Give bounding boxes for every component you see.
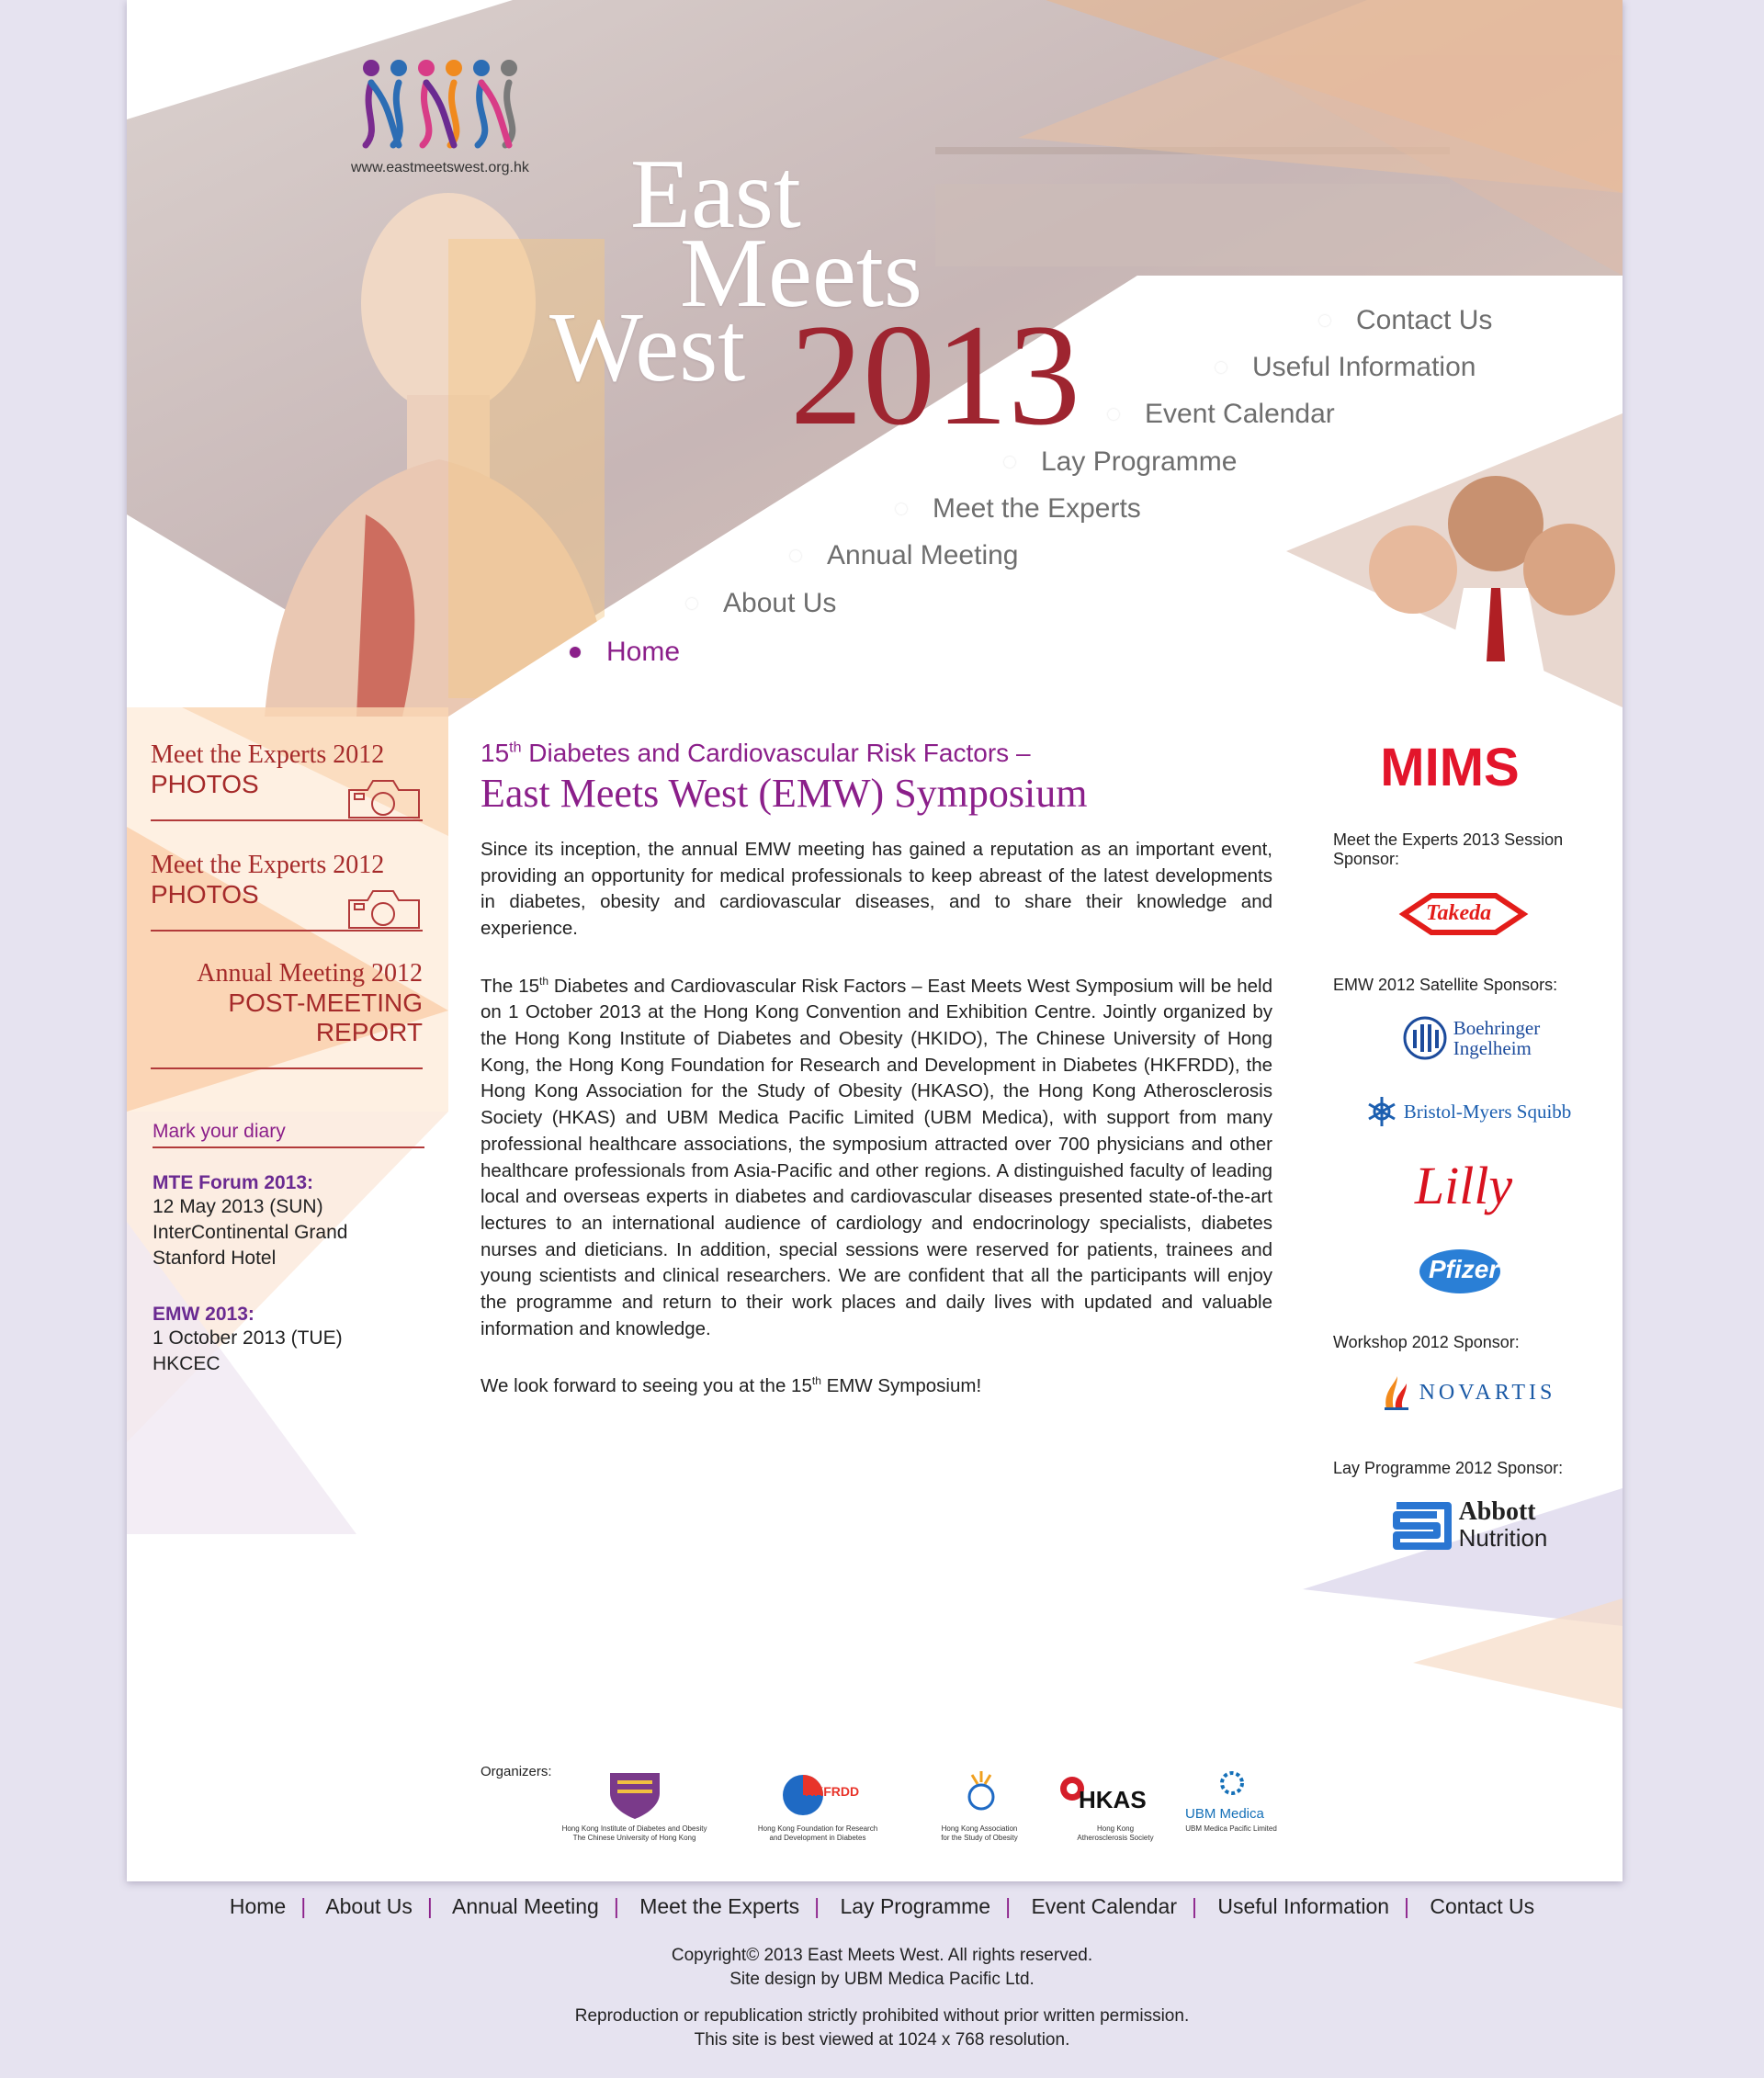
bms-text: Bristol-Myers Squibb bbox=[1403, 1100, 1572, 1123]
event-line: 1 October 2013 (TUE) bbox=[153, 1327, 343, 1349]
novartis-text: NOVARTIS bbox=[1419, 1380, 1556, 1405]
abbott-text-2: Nutrition bbox=[1458, 1524, 1548, 1552]
nav-dot-icon bbox=[1319, 315, 1330, 326]
organizers-label: Organizers: bbox=[481, 1764, 552, 1779]
bms-icon bbox=[1365, 1095, 1398, 1128]
separator: | bbox=[1005, 1894, 1012, 1918]
org-caption: Hong Kong Atherosclerosis Society bbox=[1077, 1824, 1154, 1842]
nav-contact-us[interactable] bbox=[1319, 305, 1492, 336]
intro-paragraph: Since its inception, the annual EMW meeting has gained a reputation as an important event, providing an opportunity for medical professionals to keep abreast of the latest developments in diabetes, obesity and cardiovascular diseases, and to share their knowledge and experience. bbox=[481, 839, 1272, 940]
event-line: 12 May 2013 (SUN) bbox=[153, 1196, 323, 1217]
event-title: EMW 2013: bbox=[153, 1304, 254, 1325]
promo-title: Meet the Experts 2012 bbox=[151, 851, 385, 879]
hkfrdd-text: HKFRDD bbox=[805, 1784, 860, 1799]
footer-design: Site design by UBM Medica Pacific Ltd. bbox=[729, 1970, 1035, 1989]
nav-meet-the-experts[interactable] bbox=[896, 493, 1141, 525]
promo-annual-meeting-report[interactable] bbox=[151, 959, 423, 1069]
main-subheading: East Meets West (EMW) Symposium bbox=[481, 771, 1088, 816]
footer-link-useful-information[interactable]: Useful Information bbox=[1217, 1894, 1390, 1918]
novartis-logo[interactable] bbox=[1367, 1372, 1569, 1413]
ubm-text: UBM Medica bbox=[1185, 1806, 1264, 1822]
pfizer-logo[interactable] bbox=[1416, 1246, 1504, 1297]
pfizer-text: Pfizer bbox=[1429, 1255, 1499, 1283]
main-content bbox=[481, 739, 1272, 1400]
nav-label: Meet the Experts bbox=[933, 493, 1141, 524]
nav-label: Annual Meeting bbox=[827, 540, 1019, 570]
footer-link-contact-us[interactable]: Contact Us bbox=[1430, 1894, 1535, 1918]
footer-link-lay-programme[interactable]: Lay Programme bbox=[840, 1894, 991, 1918]
abbott-icon bbox=[1393, 1500, 1452, 1550]
page-container bbox=[127, 0, 1623, 1881]
mte-sponsor-label: Meet the Experts 2013 Session Sponsor: bbox=[1333, 830, 1564, 868]
nav-label: Home bbox=[606, 637, 681, 667]
org-caption: Hong Kong Association for the Study of Obesity bbox=[941, 1824, 1018, 1842]
camera-icon bbox=[345, 775, 423, 819]
footer-link-about-us[interactable]: About Us bbox=[325, 1894, 413, 1918]
nav-dot-icon bbox=[896, 503, 907, 514]
separator: | bbox=[814, 1894, 820, 1918]
ubm-icon bbox=[1218, 1769, 1246, 1797]
workshop-sponsor-label: Workshop 2012 Sponsor: bbox=[1333, 1333, 1520, 1351]
promo-mte-photos-1[interactable] bbox=[151, 740, 423, 821]
footer-copyright: Copyright© 2013 East Meets West. All rights reserved. bbox=[671, 1946, 1093, 1965]
promo-subtitle: POST-MEETING bbox=[228, 988, 423, 1017]
details-paragraph: The 15th Diabetes and Cardiovascular Risk Factors – East Meets West Symposium will be held on 1 October 2013 at the Hong Kong Convention and Exhibition Centre. Jointly organized by the Hong Kong Institute of Diabetes and Obesity (HKIDO), The Chinese University of Hong Kong, the Hong Kong Foundation for Research and Development in Diabetes (HKFRDD), the Hong Kong Association for the Study of Obesity (HKASO), the Hong Kong Atherosclerosis Society (HKAS) and UBM Medica Pacific Limited (UBM Medica), with support from many professional healthcare associations, the symposium attracted over 700 physicians and other healthcare professionals from Asia-Pacific and other regions. A distinguished faculty of leading local and overseas experts in diabetes and cardiovascular diseases presented state-of-the-art lectures to an international audience of cardiology and endocrinology specialists, diabetes nurses and dieticians. In addition, special sessions were reserved for patients, trainees and young scientists and clinical researchers. We are confident that all the participants will enjoy the programme and return to their work places and daily lives with updated and valuable information and knowledge. bbox=[481, 974, 1272, 1339]
footer-notice-block bbox=[0, 2005, 1764, 2052]
lilly-logo[interactable]: Lilly bbox=[1414, 1155, 1513, 1215]
nav-event-calendar[interactable] bbox=[1108, 399, 1335, 430]
abbott-text-1: Abbott bbox=[1458, 1497, 1536, 1526]
footer-link-meet-the-experts[interactable]: Meet the Experts bbox=[639, 1894, 800, 1918]
logo-url: www.eastmeetswest.org.hk bbox=[351, 160, 529, 175]
separator: | bbox=[1192, 1894, 1197, 1918]
nav-label: Event Calendar bbox=[1145, 399, 1335, 429]
diary-heading: Mark your diary bbox=[153, 1121, 424, 1148]
footer-link-annual-meeting[interactable]: Annual Meeting bbox=[452, 1894, 599, 1918]
promo-title: Annual Meeting 2012 bbox=[197, 959, 423, 988]
org-caption: UBM Medica Pacific Limited bbox=[1185, 1824, 1277, 1833]
boehringer-logo[interactable] bbox=[1384, 1011, 1558, 1066]
boehringer-icon bbox=[1402, 1015, 1448, 1061]
nav-label: Useful Information bbox=[1252, 352, 1476, 382]
separator: | bbox=[1404, 1894, 1410, 1918]
boehringer-text-2: Ingelheim bbox=[1453, 1037, 1532, 1059]
separator: | bbox=[426, 1894, 433, 1918]
separator: | bbox=[300, 1894, 307, 1918]
title-year: 2013 bbox=[790, 295, 1080, 456]
diary-event-mte bbox=[153, 1172, 428, 1271]
takeda-text: Takeda bbox=[1426, 901, 1492, 925]
nav-useful-information[interactable] bbox=[1216, 352, 1476, 383]
promo-subtitle: REPORT bbox=[315, 1018, 423, 1046]
org-caption: Hong Kong Institute of Diabetes and Obesity The Chinese University of Hong Kong bbox=[561, 1824, 707, 1842]
separator: | bbox=[613, 1894, 619, 1918]
nav-dot-icon bbox=[790, 550, 801, 561]
nav-label: About Us bbox=[723, 588, 837, 618]
event-line: HKCEC bbox=[153, 1353, 220, 1374]
nav-home[interactable] bbox=[570, 637, 680, 668]
promo-title: Meet the Experts 2012 bbox=[151, 740, 385, 769]
nav-label: Lay Programme bbox=[1041, 446, 1238, 477]
nav-lay-programme[interactable] bbox=[1004, 446, 1237, 478]
satellite-sponsor-label: EMW 2012 Satellite Sponsors: bbox=[1333, 976, 1558, 994]
diary-event-emw bbox=[153, 1304, 428, 1377]
emw-logo-icon[interactable] bbox=[353, 55, 544, 151]
title-east: East bbox=[630, 140, 801, 249]
closing-paragraph: We look forward to seeing you at the 15th EMW Symposium! bbox=[481, 1374, 982, 1397]
footer-resolution: This site is best viewed at 1024 x 768 resolution. bbox=[694, 2030, 1070, 2050]
event-line: InterContinental Grand bbox=[153, 1222, 348, 1243]
footer-copyright-block bbox=[0, 1944, 1764, 1992]
nav-annual-meeting[interactable] bbox=[790, 540, 1018, 571]
hkas-text: HKAS bbox=[1079, 1786, 1147, 1813]
nav-dot-icon bbox=[1108, 409, 1119, 420]
hkaso-icon bbox=[959, 1769, 1003, 1817]
novartis-icon bbox=[1381, 1374, 1412, 1411]
promo-subtitle: PHOTOS bbox=[151, 880, 259, 909]
footer-nav bbox=[0, 1894, 1764, 1919]
nav-dot-icon bbox=[570, 647, 581, 658]
title-meets: Meets bbox=[680, 219, 922, 328]
promo-mte-photos-2[interactable] bbox=[151, 851, 423, 932]
org-caption: Hong Kong Foundation for Research and Development in Diabetes bbox=[757, 1824, 878, 1842]
bms-logo[interactable] bbox=[1358, 1093, 1578, 1130]
nav-dot-icon bbox=[686, 598, 697, 609]
mims-logo[interactable]: MIMS bbox=[1380, 737, 1520, 797]
lay-sponsor-label: Lay Programme 2012 Sponsor: bbox=[1333, 1459, 1564, 1477]
nav-dot-icon bbox=[1216, 362, 1227, 373]
boehringer-text-1: Boehringer bbox=[1453, 1017, 1541, 1039]
footer-link-event-calendar[interactable]: Event Calendar bbox=[1031, 1894, 1178, 1918]
main-heading: 15th Diabetes and Cardiovascular Risk Factors – bbox=[481, 739, 1031, 767]
cuhk-crest-icon bbox=[605, 1769, 665, 1819]
takeda-logo[interactable] bbox=[1395, 891, 1532, 937]
promo-subtitle: PHOTOS bbox=[151, 770, 259, 798]
footer-reproduction: Reproduction or republication strictly prohibited without prior written permission. bbox=[574, 2006, 1190, 2026]
camera-icon bbox=[345, 886, 423, 930]
event-line: Stanford Hotel bbox=[153, 1248, 277, 1269]
nav-dot-icon bbox=[1004, 457, 1015, 468]
title-west: West bbox=[549, 293, 746, 402]
abbott-logo[interactable] bbox=[1378, 1497, 1562, 1553]
event-title: MTE Forum 2013: bbox=[153, 1172, 314, 1193]
nav-label: Contact Us bbox=[1356, 305, 1493, 335]
footer-link-home[interactable]: Home bbox=[229, 1894, 287, 1918]
nav-about-us[interactable] bbox=[686, 588, 836, 619]
